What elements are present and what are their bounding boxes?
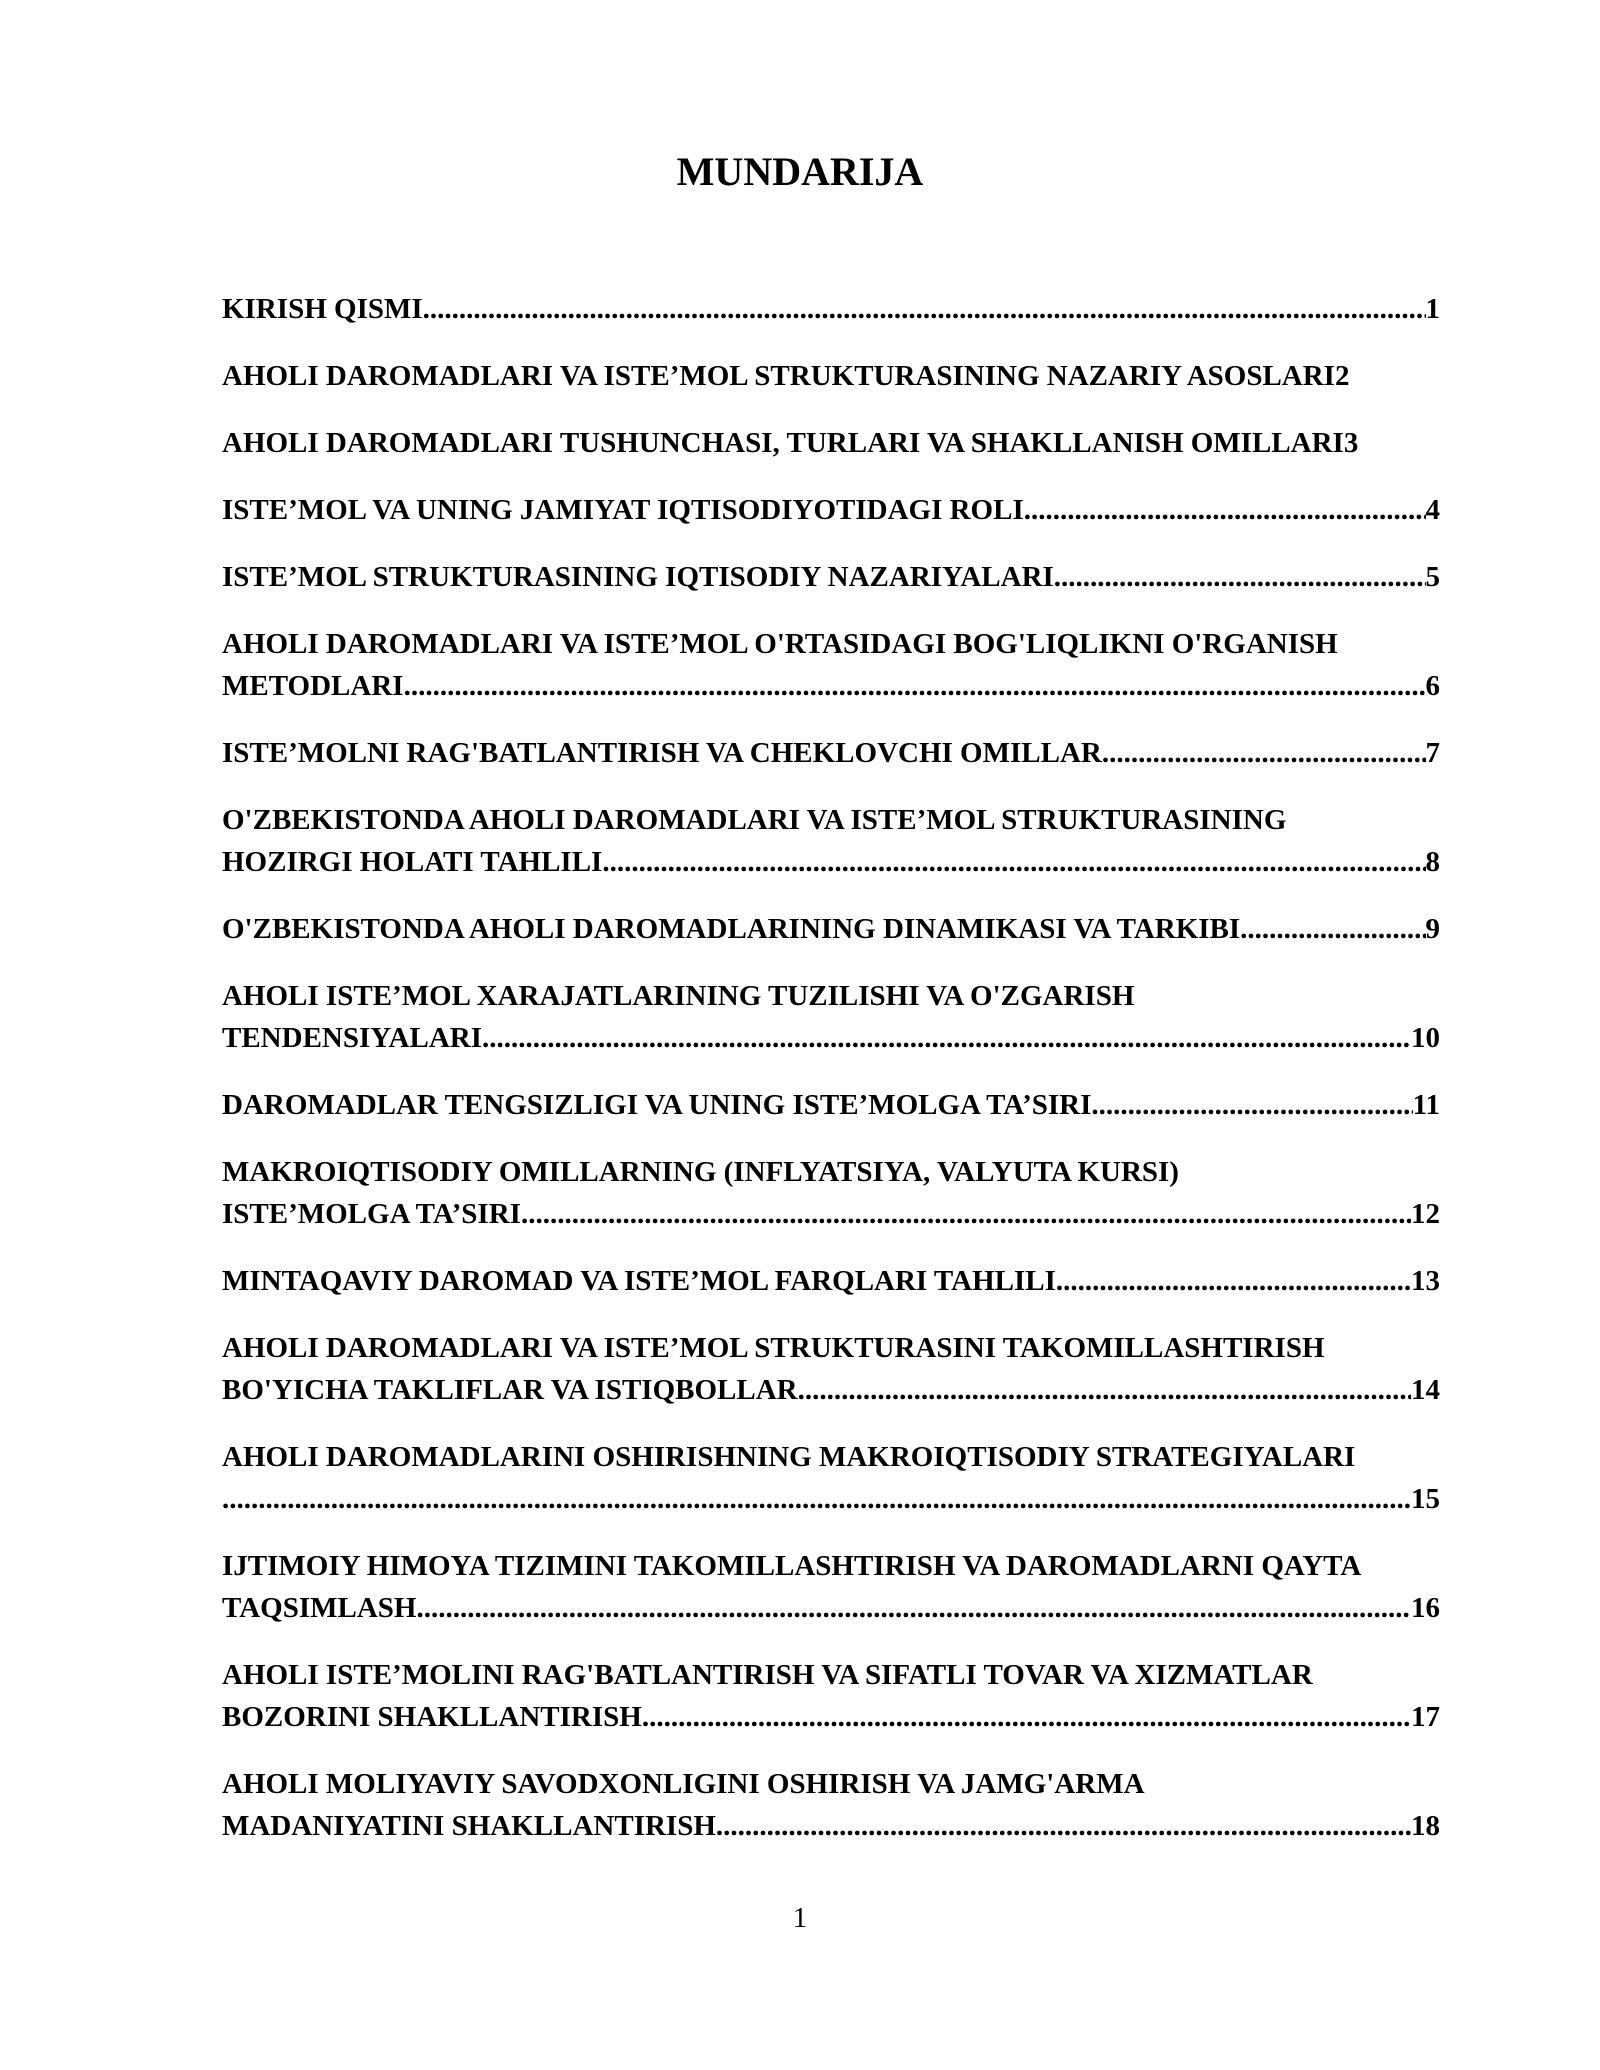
page-title: MUNDARIJA xyxy=(676,149,924,194)
toc-entry-page-number: 6 xyxy=(1425,670,1440,702)
toc-entry[interactable] xyxy=(222,422,1440,464)
toc-entry-page-number: 2 xyxy=(1334,360,1350,392)
dot-leader xyxy=(1024,489,1426,531)
toc-entry-title-line: O'ZBEKISTONDA AHOLI DAROMADLARI VA ISTE’MOL STRUKTURASINING xyxy=(222,804,1287,836)
toc-entry-title: METODLARI xyxy=(222,670,404,702)
dot-leader xyxy=(716,1805,1411,1847)
dot-leader xyxy=(1102,732,1426,774)
toc-entry-title: ISTE’MOLGA TA’SIRI xyxy=(222,1198,521,1230)
toc-entry-title: AHOLI DAROMADLARI TUSHUNCHASI, TURLARI VA SHAKLLANISH OMILLARI xyxy=(222,427,1344,459)
toc-entry-page-number: 5 xyxy=(1425,561,1440,593)
toc-entry-title: ISTE’MOL VA UNING JAMIYAT IQTISODIYOTIDAGI ROLI xyxy=(222,494,1024,526)
toc-entry-last-line xyxy=(222,732,1440,774)
toc-entry-title: ISTE’MOLNI RAG'BATLANTIRISH VA CHEKLOVCHI OMILLAR xyxy=(222,737,1102,769)
toc-entry[interactable] xyxy=(222,1151,1440,1235)
toc-entry-title: TAQSIMLASH xyxy=(222,1592,417,1624)
toc-entry[interactable] xyxy=(222,1436,1440,1520)
toc-entry[interactable] xyxy=(222,355,1440,397)
toc-entry-title-line: AHOLI ISTE’MOL XARAJATLARINING TUZILISHI VA O'ZGARISH xyxy=(222,980,1135,1012)
toc-entry[interactable] xyxy=(222,908,1440,950)
page-number: 1 xyxy=(792,1902,808,1934)
toc-entry-title: DAROMADLAR TENGSIZLIGI VA UNING ISTE’MOLGA TA’SIRI xyxy=(222,1089,1092,1121)
toc-entry-page-number: 15 xyxy=(1411,1483,1440,1515)
toc-entry-title: TENDENSIYALARI xyxy=(222,1022,483,1054)
toc-entry[interactable] xyxy=(222,732,1440,774)
toc-entry-last-line xyxy=(222,841,1440,883)
toc-entry-last-line xyxy=(222,489,1440,531)
toc-entry-last-line xyxy=(222,1696,1440,1738)
toc-entry-title-line: MAKROIQTISODIY OMILLARNING (INFLYATSIYA, VALYUTA KURSI) xyxy=(222,1156,1179,1188)
toc-entry-last-line xyxy=(222,355,1440,397)
toc-entry-page-number: 11 xyxy=(1412,1089,1440,1121)
toc-entry[interactable] xyxy=(222,975,1440,1059)
toc-entry-title-line: AHOLI DAROMADLARINI OSHIRISHNING MAKROIQTISODIY STRATEGIYALARI xyxy=(222,1441,1356,1473)
dot-leader xyxy=(642,1696,1411,1738)
dot-leader xyxy=(1091,1084,1412,1126)
toc-entry[interactable] xyxy=(222,1763,1440,1847)
toc-entry-page-number: 14 xyxy=(1411,1374,1440,1406)
toc-entry-title-line: AHOLI DAROMADLARI VA ISTE’MOL STRUKTURASINI TAKOMILLASHTIRISH xyxy=(222,1332,1325,1364)
toc-entry-page-number: 18 xyxy=(1411,1810,1440,1842)
toc-entry[interactable] xyxy=(222,489,1440,531)
toc-entry-title: AHOLI DAROMADLARI VA ISTE’MOL STRUKTURASINING NAZARIY ASOSLARI xyxy=(222,360,1335,392)
toc-entry[interactable] xyxy=(222,1260,1440,1302)
toc-entry[interactable] xyxy=(222,1327,1440,1411)
toc-entry-page-number: 16 xyxy=(1411,1592,1440,1624)
toc-entry-last-line xyxy=(222,665,1440,707)
dot-leader xyxy=(482,1017,1411,1059)
toc-entry-last-line xyxy=(222,908,1440,950)
toc-entry-page-number: 4 xyxy=(1425,494,1440,526)
toc-entry[interactable] xyxy=(222,556,1440,598)
toc-entry-last-line xyxy=(222,1805,1440,1847)
dot-leader xyxy=(404,665,1426,707)
toc-entry-title: MINTAQAVIY DAROMAD VA ISTE’MOL FARQLARI TAHLILI xyxy=(222,1265,1056,1297)
toc-entry-page-number: 3 xyxy=(1343,427,1359,459)
table-of-contents xyxy=(222,288,1440,1872)
toc-entry[interactable] xyxy=(222,1084,1440,1126)
toc-entry-page-number: 10 xyxy=(1411,1022,1440,1054)
toc-entry-page-number: 12 xyxy=(1411,1198,1440,1230)
toc-entry[interactable] xyxy=(222,1545,1440,1629)
toc-entry-last-line xyxy=(222,1193,1440,1235)
toc-entry-title-line: AHOLI ISTE’MOLINI RAG'BATLANTIRISH VA SIFATLI TOVAR VA XIZMATLAR xyxy=(222,1659,1313,1691)
toc-entry-page-number: 17 xyxy=(1411,1701,1440,1733)
toc-entry-last-line xyxy=(222,1587,1440,1629)
toc-entry-last-line xyxy=(222,1369,1440,1411)
toc-entry[interactable] xyxy=(222,623,1440,707)
dot-leader xyxy=(1054,556,1426,598)
toc-entry-page-number: 1 xyxy=(1425,293,1440,325)
toc-entry-page-number: 7 xyxy=(1425,737,1440,769)
toc-entry-title-line: AHOLI DAROMADLARI VA ISTE’MOL O'RTASIDAGI BOG'LIQLIKNI O'RGANISH xyxy=(222,628,1338,660)
dot-leader xyxy=(423,288,1426,330)
toc-entry-title: HOZIRGI HOLATI TAHLILI xyxy=(222,846,603,878)
toc-entry-title: BO'YICHA TAKLIFLAR VA ISTIQBOLLAR xyxy=(222,1374,798,1406)
toc-entry-last-line xyxy=(222,288,1440,330)
dot-leader xyxy=(1240,908,1425,950)
toc-entry[interactable] xyxy=(222,799,1440,883)
toc-entry-title: ISTE’MOL STRUKTURASINING IQTISODIY NAZARIYALARI xyxy=(222,561,1054,593)
toc-entry-last-line xyxy=(222,1084,1440,1126)
dot-leader xyxy=(602,841,1425,883)
toc-entry-page-number: 8 xyxy=(1425,846,1440,878)
dot-leader xyxy=(222,1478,1411,1520)
toc-entry-title: MADANIYATINI SHAKLLANTIRISH xyxy=(222,1810,716,1842)
toc-entry-title-line: AHOLI MOLIYAVIY SAVODXONLIGINI OSHIRISH VA JAMG'ARMA xyxy=(222,1768,1145,1800)
toc-entry-title: O'ZBEKISTONDA AHOLI DAROMADLARINING DINAMIKASI VA TARKIBI xyxy=(222,913,1241,945)
toc-entry-last-line xyxy=(222,1478,1440,1520)
toc-entry-title: KIRISH QISMI xyxy=(222,293,423,325)
toc-entry-page-number: 13 xyxy=(1411,1265,1440,1297)
toc-entry-last-line xyxy=(222,1017,1440,1059)
toc-entry-last-line xyxy=(222,422,1440,464)
toc-entry[interactable] xyxy=(222,1654,1440,1738)
toc-entry-title: BOZORINI SHAKLLANTIRISH xyxy=(222,1701,642,1733)
dot-leader xyxy=(798,1369,1411,1411)
dot-leader xyxy=(416,1587,1411,1629)
toc-entry[interactable] xyxy=(222,288,1440,330)
toc-entry-last-line xyxy=(222,1260,1440,1302)
toc-entry-title-line: IJTIMOIY HIMOYA TIZIMINI TAKOMILLASHTIRISH VA DAROMADLARNI QAYTA xyxy=(222,1550,1362,1582)
toc-entry-page-number: 9 xyxy=(1425,913,1440,945)
dot-leader xyxy=(521,1193,1411,1235)
toc-entry-last-line xyxy=(222,556,1440,598)
dot-leader xyxy=(1056,1260,1411,1302)
